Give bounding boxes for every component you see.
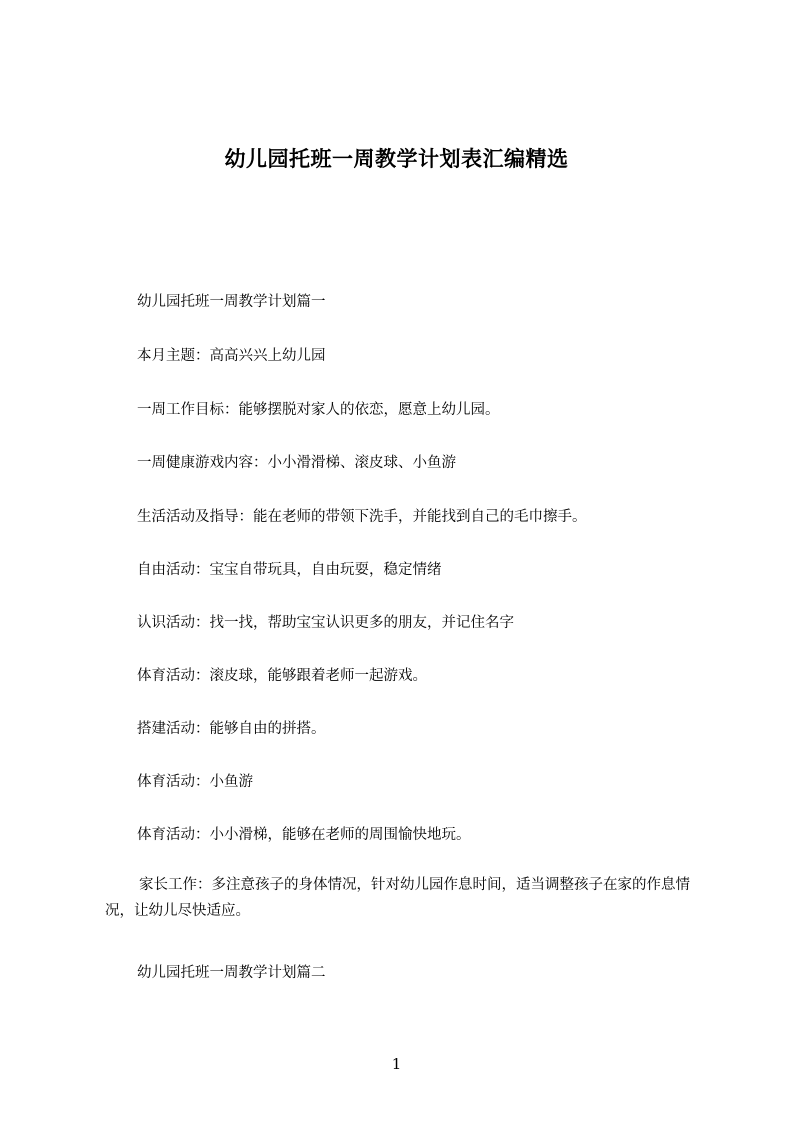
- paragraph-parent-work: [105, 872, 705, 924]
- page-number: 1: [391, 1055, 402, 1073]
- paragraph-building-activity: 搭建活动：能够自由的拼搭。: [137, 721, 326, 737]
- document-title: 幼儿园托班一周教学计划表汇编精选: [224, 147, 569, 171]
- paragraph-cognitive-activity: 认识活动：找一找，帮助宝宝认识更多的朋友，并记住名字: [137, 615, 514, 631]
- paragraph-pe-activity-2: 体育活动：小鱼游: [137, 774, 253, 790]
- paragraph-free-activity: 自由活动：宝宝自带玩具，自由玩耍，稳定情绪: [137, 562, 442, 578]
- parent-work-text: 家长工作：多注意孩子的身体情况，针对幼儿园作息时间，适当调整孩子在家的作息情况，让幼儿尽快适应。: [105, 877, 690, 919]
- paragraph-health-games: 一周健康游戏内容：小小滑滑梯、滚皮球、小鱼游: [137, 455, 456, 471]
- section-two-heading: 幼儿园托班一周教学计划篇二: [137, 965, 326, 981]
- paragraph-weekly-goal: 一周工作目标：能够摆脱对家人的依恋，愿意上幼儿园。: [137, 402, 500, 418]
- section-one-heading: 幼儿园托班一周教学计划篇一: [137, 294, 326, 310]
- paragraph-monthly-theme: 本月主题：高高兴兴上幼儿园: [137, 348, 326, 364]
- paragraph-pe-activity-1: 体育活动：滚皮球，能够跟着老师一起游戏。: [137, 668, 427, 684]
- paragraph-life-activity: 生活活动及指导：能在老师的带领下洗手，并能找到自己的毛巾擦手。: [137, 509, 587, 525]
- paragraph-pe-activity-3: 体育活动：小小滑梯，能够在老师的周围愉快地玩。: [137, 827, 471, 843]
